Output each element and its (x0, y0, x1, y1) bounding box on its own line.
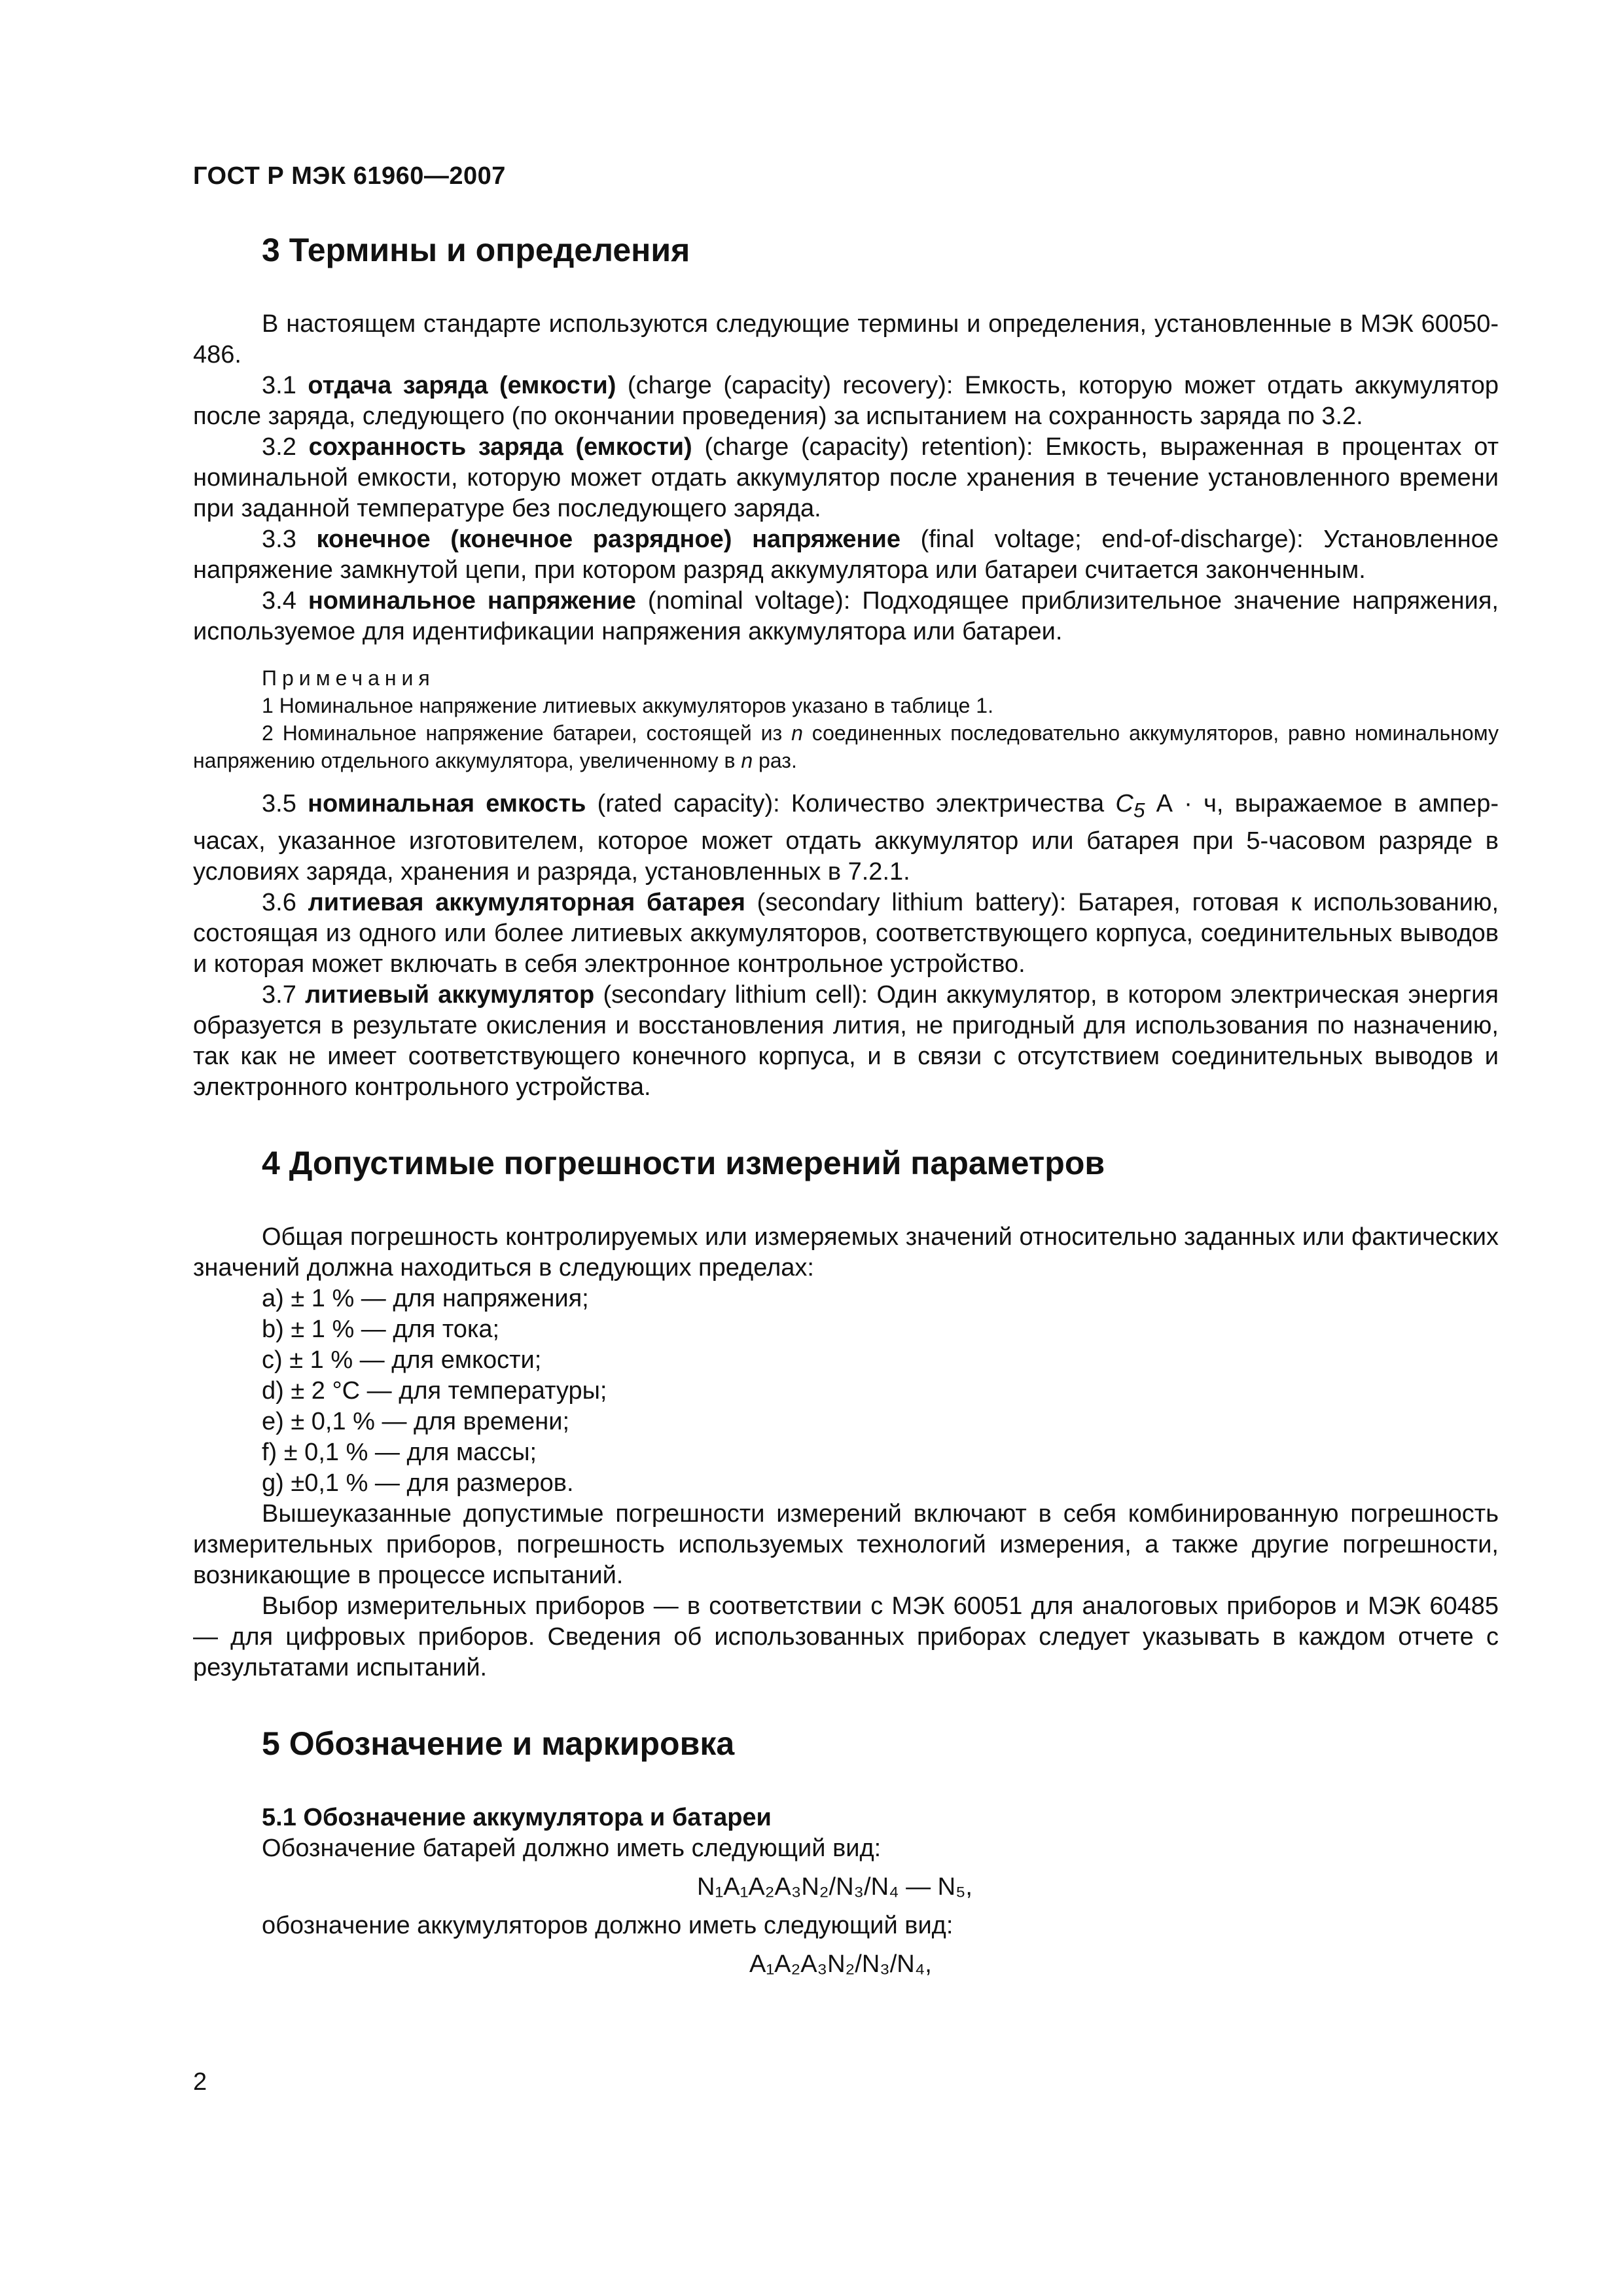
battery-designation-formula: N₁A₁A₂A₃N₂/N₃/N₄ — N₅, (697, 1873, 972, 1901)
term-definition: (secondary lithium cell): Один аккумулятор, в котором электрическая энергия образуется в результате окисления и восстановления лития, не пригодный для использования по назначению, так как не имеет соответствующего конечного корпуса, и в связи с отсутствием соединительных выводов и электронного контрольного устройства. (193, 980, 1499, 1101)
section-4-intro: Общая погрешность контролируемых или измеряемых значений относительно заданных или фактических значений должна находиться в следующих пределах: (193, 1223, 1499, 1282)
note-2-text: раз. (753, 749, 797, 772)
term-name: отдача заряда (емкости) (308, 372, 616, 399)
notes-block (193, 664, 1499, 774)
term-definition: (final voltage; end-of-discharge): Установленное напряжение замкнутой цепи, при котором разряд аккумулятора или батареи считается законченным. (193, 526, 1499, 584)
section-4-paragraph-2: Вышеуказанные допустимые погрешности измерений включают в себя комбинированную погрешность измерительных приборов, погрешность используемых технологий измерения, а также другие погрешности, возникающие в процессе испытаний. (193, 1499, 1499, 1589)
page-number: 2 (193, 2068, 207, 2096)
section-3-intro: В настоящем стандарте используются следующие термины и определения, установленные в МЭК 60050-486. (193, 310, 1499, 368)
section-4-heading: 4 Допустимые погрешности измерений параметров (262, 1144, 1105, 1181)
list-item: f) ± 0,1 % — для массы; (262, 1438, 537, 1466)
term-3-6 (193, 888, 1499, 980)
note-2-variable: n (791, 721, 803, 745)
term-number: 3.4 (262, 587, 308, 615)
term-definition: (nominal voltage): Подходящее приблизительное значение напряжения, используемое для идентификации напряжения аккумулятора или батареи. (193, 587, 1499, 645)
notes-title: Примечания (262, 666, 435, 690)
section-4-paragraph-3: Выбор измерительных приборов — в соответствии с МЭК 60051 для аналоговых приборов и МЭК 60485 — для цифровых приборов. Сведения об использованных приборах следует указывать в каждом отчете с результатами испытаний. (193, 1592, 1499, 1681)
term-number: 3.2 (262, 433, 309, 461)
list-item: e) ± 0,1 % — для времени; (262, 1407, 570, 1435)
term-definition: А · ч, выражаемое в ампер-часах, указанное изготовителем, которое может отдать аккумулятор или батарея при 5-часовом разряде в условиях заряда, хранения и разряда, установленных в 7.2.1. (193, 790, 1499, 886)
note-2-text: соединенных последовательно аккумуляторов, равно номинальному напряжению отдельного аккумулятора, увеличенному в (193, 721, 1499, 772)
term-3-3 (193, 524, 1499, 586)
subsection-5-1-heading: 5.1 Обозначение аккумулятора и батареи (262, 1803, 772, 1831)
note-2-text: 2 Номинальное напряжение батареи, состоящей из (262, 721, 792, 745)
term-number: 3.3 (262, 526, 317, 553)
note-2-variable: n (741, 749, 753, 772)
cell-designation-formula: A₁A₂A₃N₂/N₃/N₄, (749, 1950, 932, 1978)
term-definition: (charge (capacity) retention): Емкость, выраженная в процентах от номинальной емкости, которую может отдать аккумулятор после хранения в течение установленного времени при заданной температуре без последующего заряда. (193, 433, 1499, 522)
term-3-7 (193, 980, 1499, 1103)
list-item: d) ± 2 °C — для температуры; (262, 1376, 607, 1405)
section-3-heading: 3 Термины и определения (262, 232, 690, 268)
list-item: g) ±0,1 % — для размеров. (262, 1469, 574, 1497)
term-number: 3.1 (262, 372, 308, 399)
list-item: b) ± 1 % — для тока; (262, 1315, 500, 1343)
note-2 (193, 719, 1499, 774)
document-code-header: ГОСТ Р МЭК 61960—2007 (193, 162, 506, 190)
term-3-2 (193, 432, 1499, 524)
term-number: 3.7 (262, 980, 306, 1009)
term-3-4 (193, 586, 1499, 647)
term-number: 3.6 (262, 888, 308, 916)
term-definition: (secondary lithium battery): Батарея, готовая к использованию, состоящая из одного или более литиевых аккумуляторов, соответствующего корпуса, соединительных выводов и которая может включать в себя электронное контрольное устройство. (193, 888, 1499, 978)
term-name: конечное (конечное разрядное) напряжение (316, 526, 901, 553)
term-number: 3.5 (262, 790, 308, 817)
list-item: a) ± 1 % — для напряжения; (262, 1284, 589, 1312)
list-item: c) ± 1 % — для емкости; (262, 1346, 542, 1374)
term-name: номинальная емкость (308, 790, 586, 817)
term-name: литиевая аккумуляторная батарея (308, 888, 745, 916)
term-name: сохранность заряда (емкости) (308, 433, 692, 461)
term-3-5 (193, 789, 1499, 888)
note-1: 1 Номинальное напряжение литиевых аккумуляторов указано в таблице 1. (262, 694, 993, 717)
battery-designation-text: Обозначение батарей должно иметь следующий вид: (262, 1834, 882, 1862)
term-definition: (charge (capacity) recovery): Емкость, которую может отдать аккумулятор после заряда, следующего (по окончании проведения) за испытанием на сохранность заряда по 3.2. (193, 372, 1499, 430)
term-definition: (rated capacity): Количество электричества (586, 790, 1116, 817)
capacity-symbol: C (1115, 790, 1133, 817)
term-name: номинальное напряжение (308, 587, 636, 615)
page-content (193, 230, 1499, 1988)
capacity-symbol-subscript: 5 (1133, 798, 1145, 822)
tolerance-list (193, 1283, 1499, 1499)
term-name: литиевый аккумулятор (305, 980, 595, 1009)
section-5-heading: 5 Обозначение и маркировка (262, 1725, 735, 1762)
cell-designation-text: обозначение аккумуляторов должно иметь следующий вид: (262, 1911, 954, 1939)
term-3-1 (193, 370, 1499, 432)
